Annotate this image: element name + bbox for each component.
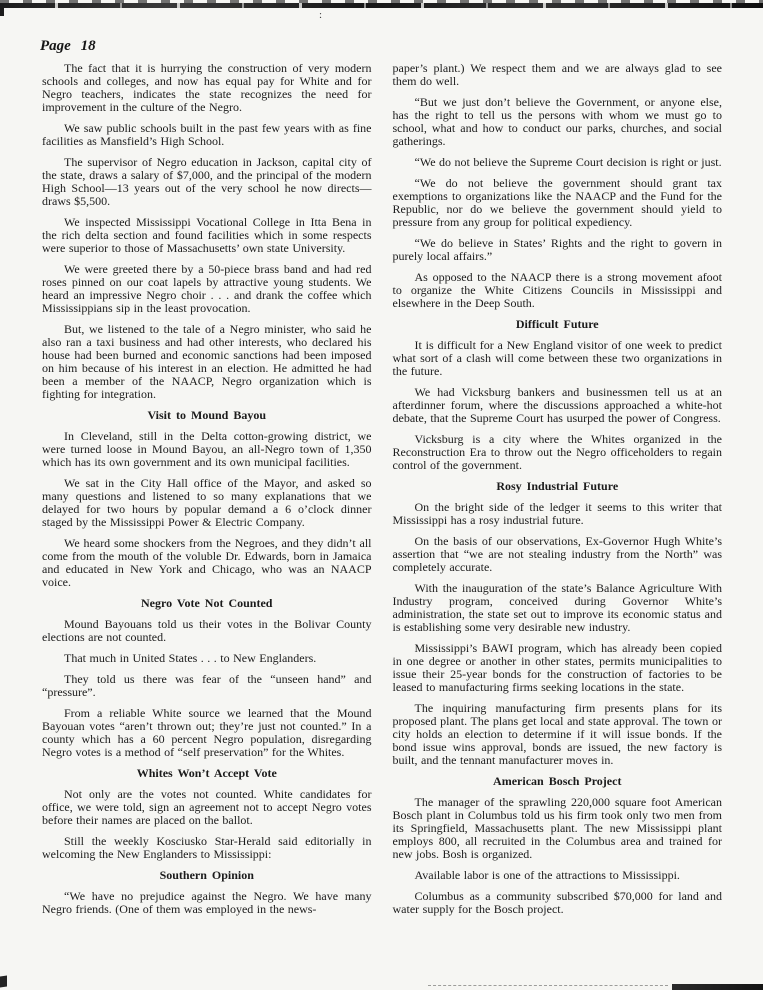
paragraph: paper’s plant.) We respect them and we are always glad to see them do well. (392, 61, 722, 88)
paragraph: We saw public schools built in the past few years with as fine facilities as Mansfield’s High School. (42, 121, 372, 148)
scan-artifact-top-bar (0, 3, 763, 8)
section-heading: Visit to Mound Bayou (147, 408, 267, 422)
paragraph: In Cleveland, still in the Delta cotton-growing district, we were turned loose in Mound Bayou, an all-Negro town of 1,350 which has its own government and its own municipal facilities. (42, 429, 372, 469)
scan-artifact-bottom-left (0, 976, 7, 988)
paragraph: The supervisor of Negro education in Jackson, capital city of the state, draws a salary of $7,000, and the principal of the modern High School—13 years out of the very school he now directs—draws $5,500. (42, 155, 372, 208)
section-heading: Southern Opinion (159, 868, 254, 882)
section-heading: Negro Vote Not Counted (141, 596, 273, 610)
paragraph: “We do not believe the Supreme Court decision is right or just. (414, 155, 722, 169)
paragraph: On the basis of our observations, Ex-Governor Hugh White’s assertion that “we are not stealing industry from the North” was completely accurate. (392, 534, 722, 574)
paragraph: On the bright side of the ledger it seems to this writer that Mississippi has a rosy industrial future. (392, 500, 722, 527)
right-column (393, 62, 723, 924)
scan-artifact-bottom-dashes (428, 985, 668, 986)
paragraph: The inquiring manufacturing firm presents plans for its proposed plant. The plans get local and state approval. The town or city holds an election to determine if it will issue bonds. If the bond issue wins approval, bonds are issued, the new factory is built, and the tennant manufacturer moves in. (392, 701, 722, 767)
paragraph: Not only are the votes not counted. White candidates for office, we were told, sign an agreement not to accept Negro votes before their names are placed on the ballot. (42, 787, 372, 827)
scan-artifact-bottom-bar (672, 984, 763, 990)
paragraph: But, we listened to the tale of a Negro minister, who said he also ran a taxi business and had other interests, who declared his house had been burned and economic sanctions had been imposed on him because of his interest in an election. He admitted he had been a member of the NAACP, Negro organization which is fighting for integration. (42, 322, 372, 401)
section-heading: American Bosch Project (493, 774, 622, 788)
page-number: Page 18 (40, 38, 96, 54)
paragraph: The manager of the sprawling 220,000 square foot American Bosch plant in Columbus told us his firm took only two men from its Springfield, Massachusetts plant. The new Mississippi plant employs 800, all recruited in the Columbus area and trained for new jobs. Bosh is organized. (392, 795, 722, 861)
paragraph: “We do not believe the government should grant tax exemptions to organizations like the NAACP and the Fund for the Republic, nor do we believe the government should yield to pressure from any group for political expediency. (392, 176, 722, 229)
paragraph: It is difficult for a New England visitor of one week to predict what sort of a clash will come between these two organizations in the future. (392, 338, 722, 378)
paragraph: As opposed to the NAACP there is a strong movement afoot to organize the White Citizens Councils in Mississippi and elsewhere in the Deep South. (392, 270, 722, 310)
paragraph: Still the weekly Kosciusko Star-Herald said editorially in welcoming the New Englanders to Mississippi: (42, 834, 372, 861)
paragraph: From a reliable White source we learned that the Mound Bayouan votes “aren’t thrown out; they’re just not counted.” In a county which has a 60 percent Negro population, disregarding Negro votes is a method of “self preservation” for the Whites. (42, 706, 372, 759)
section-heading: Difficult Future (515, 317, 599, 331)
paragraph: “We have no prejudice against the Negro. We have many Negro friends. (One of them was employed in the news- (42, 889, 372, 916)
paragraph: Vicksburg is a city where the Whites organized in the Reconstruction Era to throw out the Negro officeholders to regain control of the government. (392, 432, 722, 472)
two-column-text (42, 62, 722, 924)
paragraph: The fact that it is hurrying the construction of very modern schools and colleges, and now has equal pay for White and for Negro teachers, indicates the state recognizes the need for improvement in the culture of the Negro. (42, 61, 372, 114)
paragraph: We had Vicksburg bankers and businessmen tell us at an afterdinner forum, where the discussions approached a white-hot debate, that the Supreme Court has usurped the power of Congress. (392, 385, 722, 425)
left-column (42, 62, 372, 924)
paragraph: We sat in the City Hall office of the Mayor, and asked so many questions and listened to so many explanations that we delayed for two hours by popular demand a 6 o’clock dinner staged by the Mississippi Power & Electric Company. (42, 476, 372, 529)
scan-artifact-left-tick (0, 5, 4, 16)
paragraph: Available labor is one of the attractions to Mississippi. (414, 868, 680, 882)
scan-artifact-mark: : (319, 9, 323, 21)
paragraph: We were greeted there by a 50-piece brass band and had red roses pinned on our coat lapels by attractive young students. We heard an impressive Negro choir . . . and drank the coffee which Mississippians sip in the least provocation. (42, 262, 372, 315)
paragraph: With the inauguration of the state’s Balance Agriculture With Industry program, conceived during Governor White’s administration, the state set out to improve its economic status and is establishing some very desirable new industry. (392, 581, 722, 634)
paragraph: Columbus as a community subscribed $70,000 for land and water supply for the Bosch project. (392, 889, 722, 916)
section-heading: Whites Won’t Accept Vote (136, 766, 277, 780)
section-heading: Rosy Industrial Future (496, 479, 619, 493)
paragraph: We inspected Mississippi Vocational College in Itta Bena in the rich delta section and found facilities which in some respects were superior to those of Massachusetts’ own state University. (42, 215, 372, 255)
paragraph: “But we just don’t believe the Government, or anyone else, has the right to tell us the persons with whom we must go to school, what and how to conduct our parks, churches, and social gatherings. (392, 95, 722, 148)
paragraph: That much in United States . . . to New Englanders. (64, 651, 317, 665)
paragraph: Mound Bayouans told us their votes in the Bolivar County elections are not counted. (42, 617, 372, 644)
paragraph: Mississippi’s BAWI program, which has already been copied in one degree or another in other states, permits municipalities to issue their 25-year bonds for the construction of factories to be leased to manufacturing firms seeking locations in the state. (392, 641, 722, 694)
paragraph: “We do believe in States’ Rights and the right to govern in purely local affairs.” (392, 236, 722, 263)
paragraph: They told us there was fear of the “unseen hand” and “pressure”. (42, 672, 372, 699)
paragraph: We heard some shockers from the Negroes, and they didn’t all come from the mouth of the voluble Dr. Edwards, born in Jamaica and educated in New York and Chicago, who was an NAACP voice. (42, 536, 372, 589)
